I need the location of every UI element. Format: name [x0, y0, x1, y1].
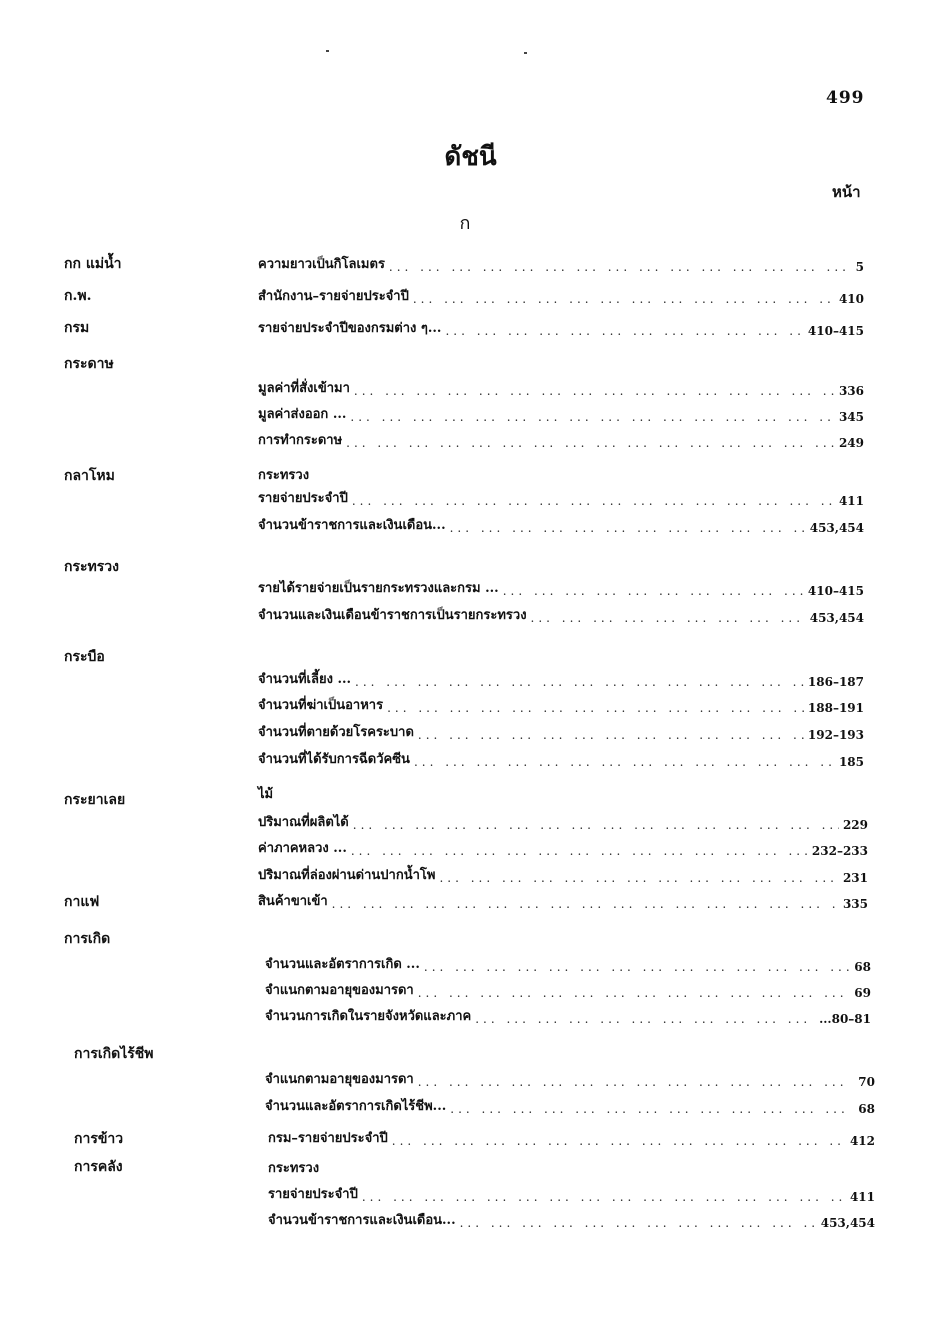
- index-entry-row: [258, 889, 868, 911]
- entry-description: กรม–รายจ่ายประจำปี: [268, 1131, 388, 1146]
- index-term: กาแฟ: [64, 894, 100, 910]
- sub-heading: ไม้: [258, 787, 274, 802]
- page-reference: 411: [838, 494, 864, 508]
- index-entry-row: [268, 1208, 875, 1230]
- entry-description: รายจ่ายประจำปี: [268, 1187, 358, 1202]
- index-entry-row: [258, 486, 864, 508]
- page-reference: ...80–81: [819, 1012, 871, 1026]
- index-entry-row: [258, 603, 864, 625]
- entry-description: ค่าภาคหลวง ...: [258, 841, 347, 856]
- dot-leader: [389, 260, 852, 274]
- entry-description: ปริมาณที่ผลิตได้: [258, 815, 349, 830]
- entry-description: ความยาวเป็นกิโลเมตร: [258, 257, 385, 272]
- entry-description: จำนวนข้าราชการและเงินเดือน...: [268, 1213, 456, 1228]
- page-reference: 5: [855, 260, 864, 274]
- page-reference: 412: [849, 1134, 875, 1148]
- page-reference: 453,454: [809, 521, 864, 535]
- page-column-heading: หน้า: [832, 183, 861, 201]
- index-term: กลาโหม: [64, 468, 115, 484]
- dot-leader: [413, 292, 835, 306]
- page-reference: 229: [842, 818, 868, 832]
- index-entry-row: [265, 952, 871, 974]
- entry-description: มูลค่าส่งออก ...: [258, 407, 347, 422]
- page-reference: 192–193: [807, 728, 864, 742]
- page-reference: 185: [838, 755, 864, 769]
- page-reference: 411: [849, 1190, 875, 1204]
- page-reference: 335: [842, 897, 868, 911]
- index-entry-row: [258, 428, 864, 450]
- entry-description: จำนวนและเงินเดือนข้าราชการเป็นรายกระทรวง: [258, 608, 527, 623]
- entry-description: จำนวนและอัตราการเกิด ...: [265, 957, 420, 972]
- entry-description: สำนักงาน–รายจ่ายประจำปี: [258, 289, 409, 304]
- dot-leader: [445, 324, 803, 338]
- page-number: 499: [826, 88, 865, 108]
- dot-leader: [418, 728, 804, 742]
- entry-description: ปริมาณที่ล่องผ่านด่านปากน้ำโพ: [258, 868, 436, 883]
- dot-leader: [353, 818, 839, 832]
- index-entry-row: [258, 316, 864, 338]
- page-reference: 249: [838, 436, 864, 450]
- page-reference: 232–233: [811, 844, 868, 858]
- dot-leader: [450, 1102, 854, 1116]
- index-term: ก.พ.: [64, 288, 92, 304]
- page-reference: 336: [838, 384, 864, 398]
- index-term: กระดาษ: [64, 356, 114, 372]
- dot-leader: [350, 410, 835, 424]
- index-term: กระบือ: [64, 649, 105, 665]
- entry-description: มูลค่าที่สั่งเข้ามา: [258, 381, 350, 396]
- section-letter: ก: [459, 213, 471, 234]
- scan-speck: [524, 52, 527, 54]
- index-term: กระยาเลย: [64, 792, 126, 808]
- entry-description: จำนวนที่ฆ่าเป็นอาหาร: [258, 698, 384, 713]
- dot-leader: [424, 960, 850, 974]
- entry-description: จำนวนที่ตายด้วยโรคระบาด: [258, 725, 414, 740]
- page-reference: 68: [858, 1102, 875, 1116]
- dot-leader: [355, 675, 804, 689]
- page-reference: 345: [838, 410, 864, 424]
- page-reference: 410: [838, 292, 864, 306]
- index-entry-row: [258, 376, 864, 398]
- index-term: กรม: [64, 320, 90, 336]
- page-reference: 69: [854, 986, 871, 1000]
- dot-leader: [346, 436, 835, 450]
- dot-leader: [351, 844, 808, 858]
- index-entry-row: [258, 576, 864, 598]
- dot-leader: [503, 584, 804, 598]
- page-reference: 188–191: [807, 701, 864, 715]
- index-term: การข้าว: [74, 1131, 124, 1147]
- entry-description: การทำกระดาษ: [258, 433, 343, 448]
- dot-leader: [418, 986, 851, 1000]
- index-entry-row: [265, 1004, 871, 1026]
- index-entry-row: [258, 720, 864, 742]
- dot-leader: [475, 1012, 815, 1026]
- page-reference: 186–187: [807, 675, 864, 689]
- dot-leader: [392, 1134, 846, 1148]
- index-entry-row: [258, 513, 864, 535]
- dot-leader: [352, 494, 835, 508]
- page-reference: 231: [842, 871, 868, 885]
- index-entry-row: [258, 836, 868, 858]
- dot-leader: [531, 611, 806, 625]
- index-term: กระทรวง: [64, 559, 119, 575]
- dot-leader: [414, 755, 835, 769]
- index-entry-row: [258, 284, 864, 306]
- entry-description: รายได้รายจ่ายเป็นรายกระทรวงและกรม ...: [258, 581, 499, 596]
- index-entry-row: [265, 1094, 875, 1116]
- page-reference: 68: [854, 960, 871, 974]
- entry-description: จำแนกตามอายุของมารดา: [265, 983, 414, 998]
- index-entry-row: [258, 252, 864, 274]
- entry-description: จำนวนข้าราชการและเงินเดือน...: [258, 518, 446, 533]
- dot-leader: [450, 521, 806, 535]
- entry-description: จำนวนและอัตราการเกิดไร้ชีพ...: [265, 1099, 447, 1114]
- dot-leader: [460, 1216, 817, 1230]
- index-entry-row: [258, 810, 868, 832]
- scan-speck: [326, 50, 329, 52]
- index-entry-row: [258, 747, 864, 769]
- entry-description: สินค้าขาเข้า: [258, 894, 328, 909]
- index-term: การคลัง: [74, 1159, 123, 1175]
- index-entry-row: [258, 667, 864, 689]
- dot-leader: [362, 1190, 846, 1204]
- page-reference: 70: [858, 1075, 875, 1089]
- page-reference: 410–415: [807, 324, 864, 338]
- index-term: กก แม่น้ำ: [64, 256, 122, 272]
- index-term: การเกิด: [64, 931, 111, 947]
- entry-description: จำนวนการเกิดในรายจังหวัดและภาค: [265, 1009, 472, 1024]
- index-entry-row: [265, 978, 871, 1000]
- entry-description: จำนวนที่เลี้ยง ...: [258, 672, 352, 687]
- dot-leader: [418, 1075, 855, 1089]
- entry-description: รายจ่ายประจำปี: [258, 491, 348, 506]
- page-title: ดัชนี: [444, 142, 497, 172]
- index-entry-row: [258, 863, 868, 885]
- sub-heading: กระทรวง: [268, 1161, 320, 1176]
- page-reference: 453,454: [809, 611, 864, 625]
- index-entry-row: [268, 1126, 875, 1148]
- dot-leader: [387, 701, 804, 715]
- index-entry-row: [268, 1182, 875, 1204]
- index-term: การเกิดไร้ชีพ: [74, 1046, 154, 1062]
- index-entry-row: [258, 693, 864, 715]
- entry-description: จำแนกตามอายุของมารดา: [265, 1072, 414, 1087]
- dot-leader: [332, 897, 839, 911]
- sub-heading: กระทรวง: [258, 468, 310, 483]
- page-reference: 410–415: [807, 584, 864, 598]
- index-entry-row: [258, 402, 864, 424]
- dot-leader: [354, 384, 835, 398]
- entry-description: จำนวนที่ได้รับการฉีดวัคซีน: [258, 752, 410, 767]
- index-entry-row: [265, 1067, 875, 1089]
- dot-leader: [439, 871, 838, 885]
- entry-description: รายจ่ายประจำปีของกรมต่าง ๆ...: [258, 321, 442, 336]
- page-reference: 453,454: [820, 1216, 875, 1230]
